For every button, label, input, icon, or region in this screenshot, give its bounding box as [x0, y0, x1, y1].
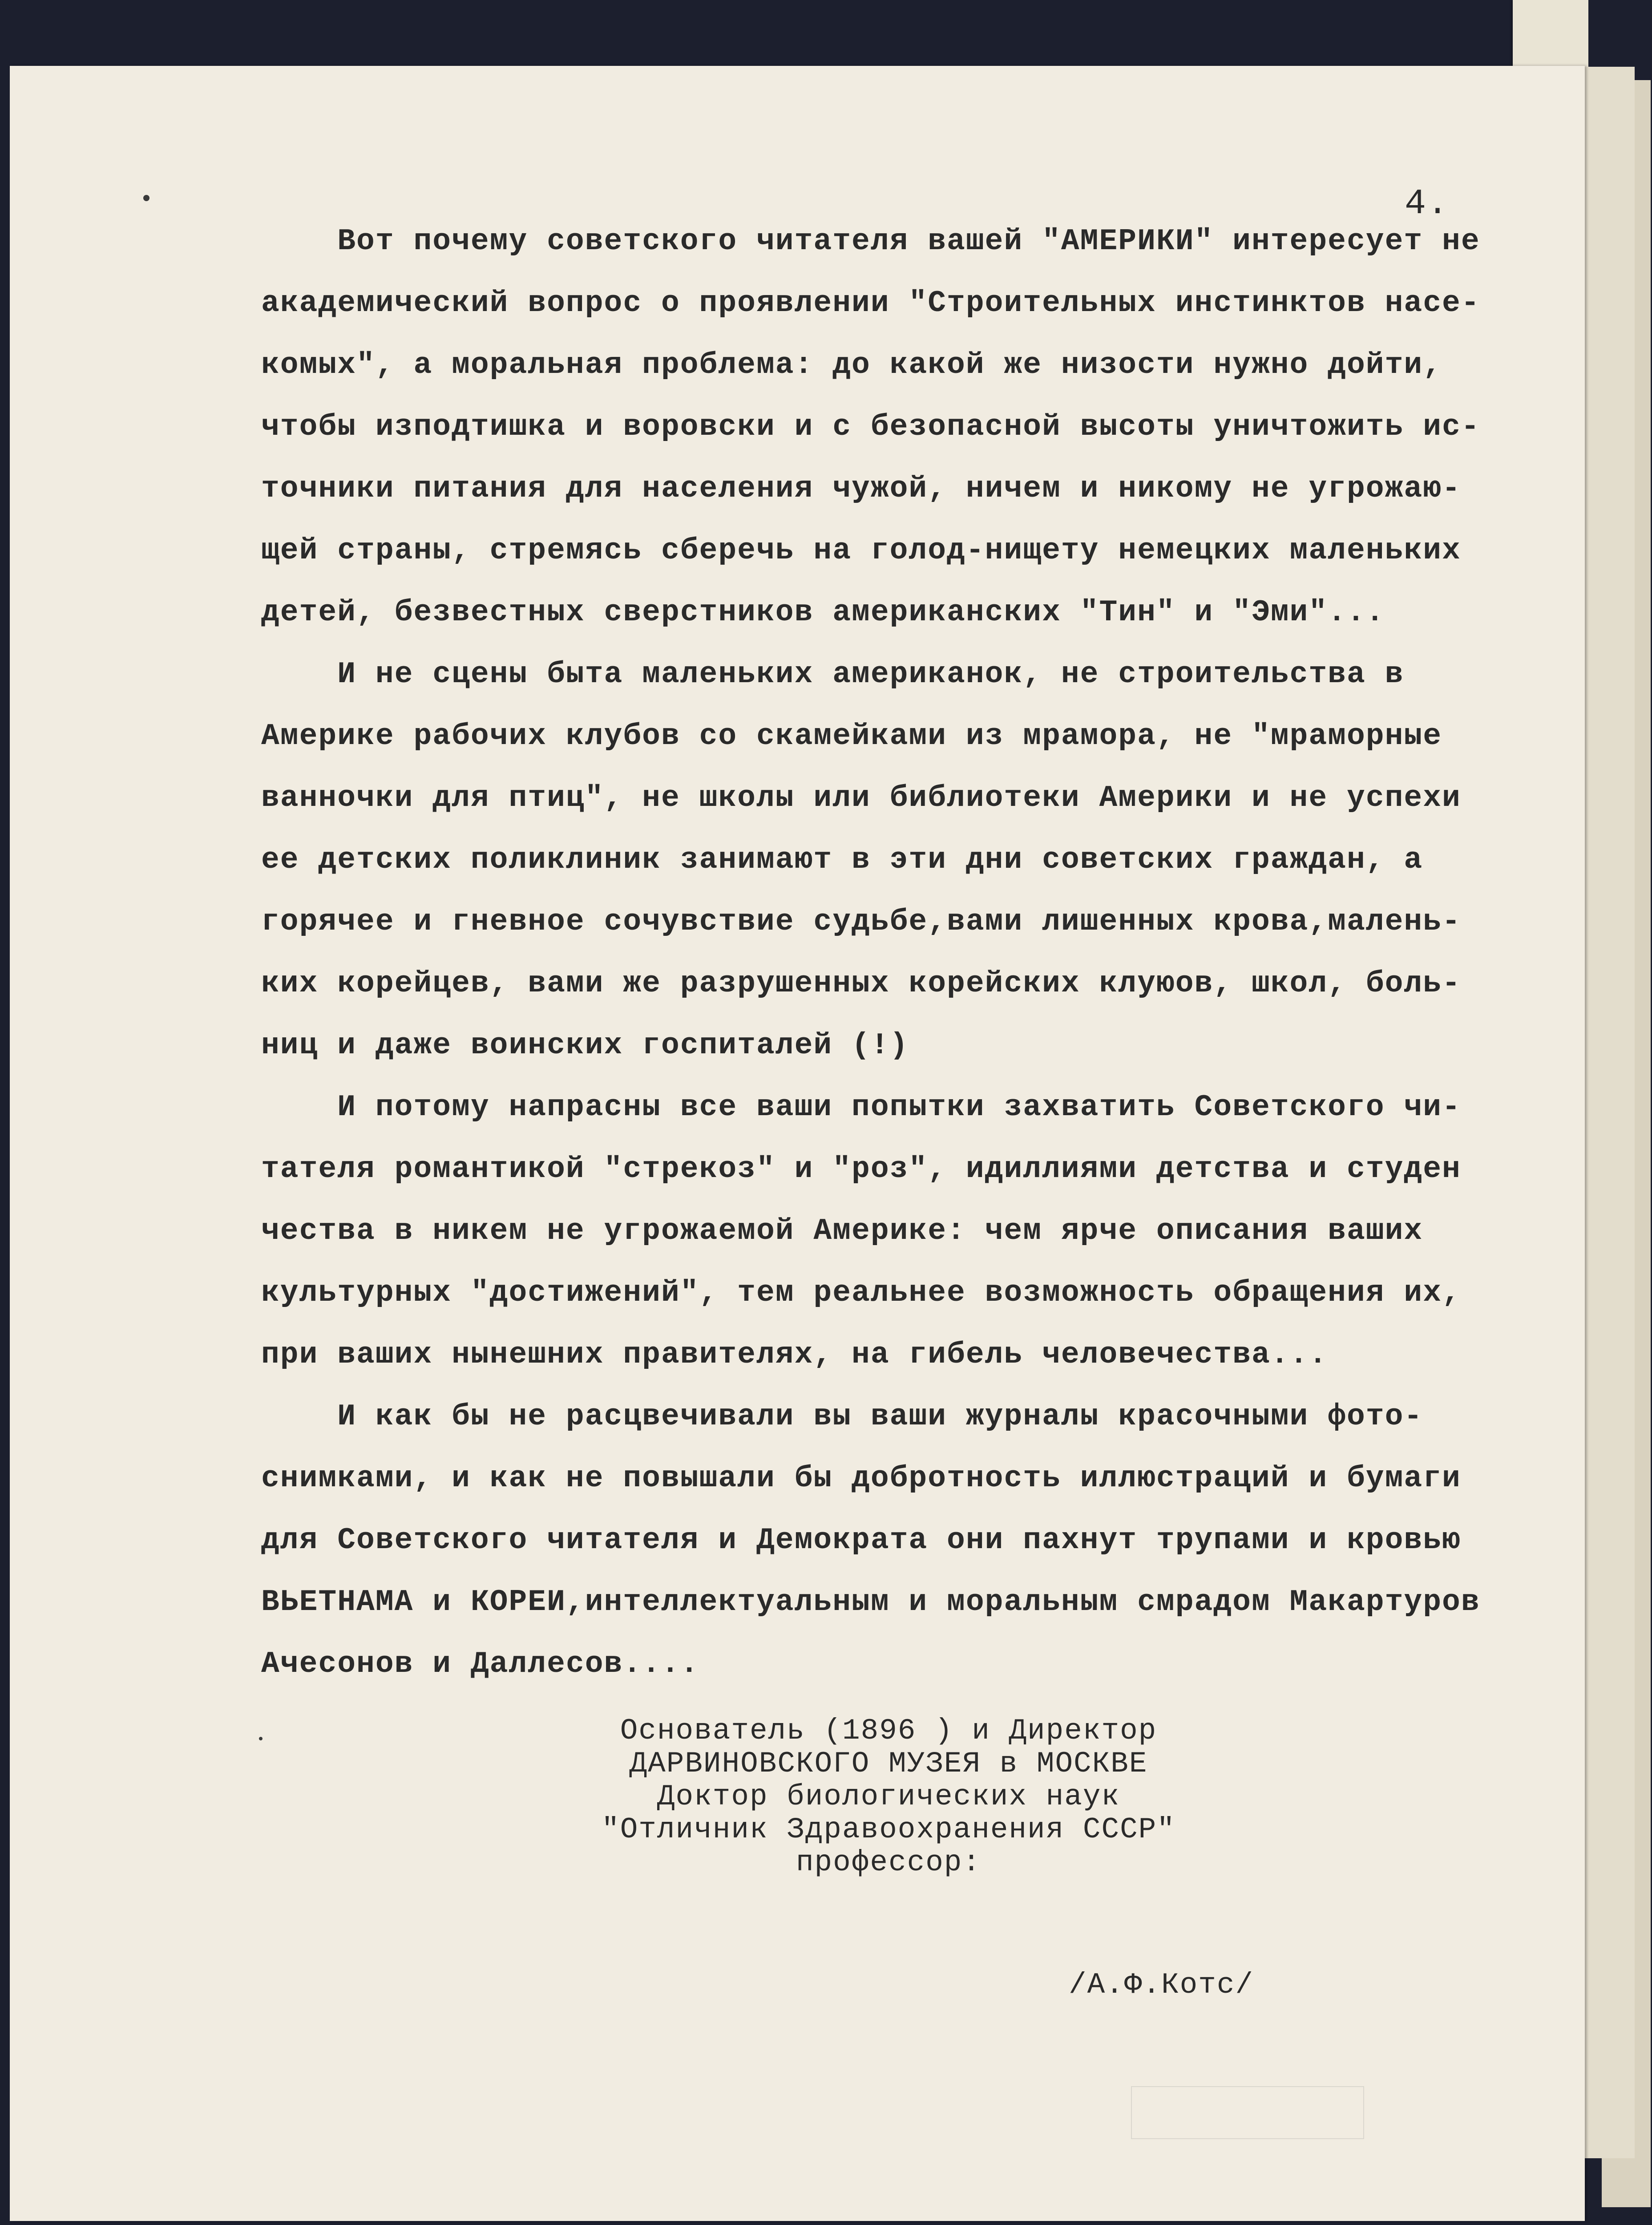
body-line: академический вопрос о проявлении "Строительных инстинктов насе- — [261, 286, 1480, 320]
body-line: Ачесонов и Даллесов.... — [261, 1647, 699, 1681]
body-line: точники питания для населения чужой, ничем и никому не угрожаю- — [261, 472, 1461, 506]
body-line: чтобы изподтишка и воровски и с безопасной высоты уничтожить ис- — [261, 410, 1480, 444]
body-line: комых", а моральная проблема: до какой же низости нужно дойти, — [261, 348, 1442, 382]
body-line: И потому напрасны все ваши попытки захватить Советского чи- — [261, 1090, 1461, 1125]
body-line: тателя романтикой "стрекоз" и "роз", идиллиями детства и студен — [261, 1152, 1461, 1186]
signature-block — [455, 1715, 1322, 1879]
underlying-sheet-top — [1513, 0, 1588, 73]
faded-archive-stamp — [1131, 2086, 1364, 2139]
body-line: щей страны, стремясь сберечь на голод-нищету немецких маленьких — [261, 534, 1461, 568]
signature-title-line: "Отличник Здравоохранения СССР" — [602, 1813, 1175, 1846]
body-line: ВЬЕТНАМА и КОРЕИ,интеллектуальным и моральным смрадом Макартуров — [261, 1585, 1480, 1619]
body-line: И как бы не расцвечивали вы ваши журналы красочными фото- — [261, 1400, 1423, 1434]
body-line: горячее и гневное сочувствие судьбе,вами лишенных крова,малень- — [261, 905, 1461, 939]
ink-speck — [143, 195, 149, 201]
body-line: ее детских поликлиник занимают в эти дни советских граждан, а — [261, 843, 1423, 877]
signature-title-line: профессор: — [796, 1846, 982, 1879]
body-line: при ваших нынешних правителях, на гибель человечества... — [261, 1338, 1328, 1372]
body-line: снимками, и как не повышали бы добротность иллюстраций и бумаги — [261, 1461, 1461, 1496]
typed-page — [10, 66, 1585, 2221]
body-line: чества в никем не угрожаемой Америке: чем ярче описания ваших — [261, 1214, 1423, 1248]
body-line: ких корейцев, вами же разрушенных корейских клуюов, школ, боль- — [261, 967, 1461, 1001]
signature-title-line: ДАРВИНОВСКОГО МУЗЕЯ в МОСКВЕ — [629, 1747, 1148, 1780]
body-line: Америке рабочих клубов со скамейками из мрамора, не "мраморные — [261, 719, 1442, 753]
body-line: для Советского читателя и Демократа они пахнут трупами и кровью — [261, 1523, 1461, 1558]
body-line: ниц и даже воинских госпиталей (!) — [261, 1028, 909, 1063]
page-number: 4. — [1405, 184, 1450, 224]
signature-title-line: Доктор биологических наук — [657, 1780, 1120, 1813]
signature-title-line: Основатель (1896 ) и Директор — [620, 1714, 1157, 1748]
letter-body — [261, 210, 1520, 1695]
ink-speck — [259, 1737, 263, 1740]
body-line: ванночки для птиц", не школы или библиотеки Америки и не успехи — [261, 781, 1461, 815]
signatory-name: /А.Ф.Котс/ — [1069, 1968, 1254, 2002]
body-line: культурных "достижений", тем реальнее возможность обращения их, — [261, 1276, 1461, 1310]
body-line: детей, безвестных сверстников американских "Тин" и "Эми"... — [261, 595, 1385, 630]
body-line: Вот почему советского читателя вашей "АМЕРИКИ" интересует не — [261, 224, 1480, 259]
body-line: И не сцены быта маленьких американок, не строительства в — [261, 657, 1404, 692]
